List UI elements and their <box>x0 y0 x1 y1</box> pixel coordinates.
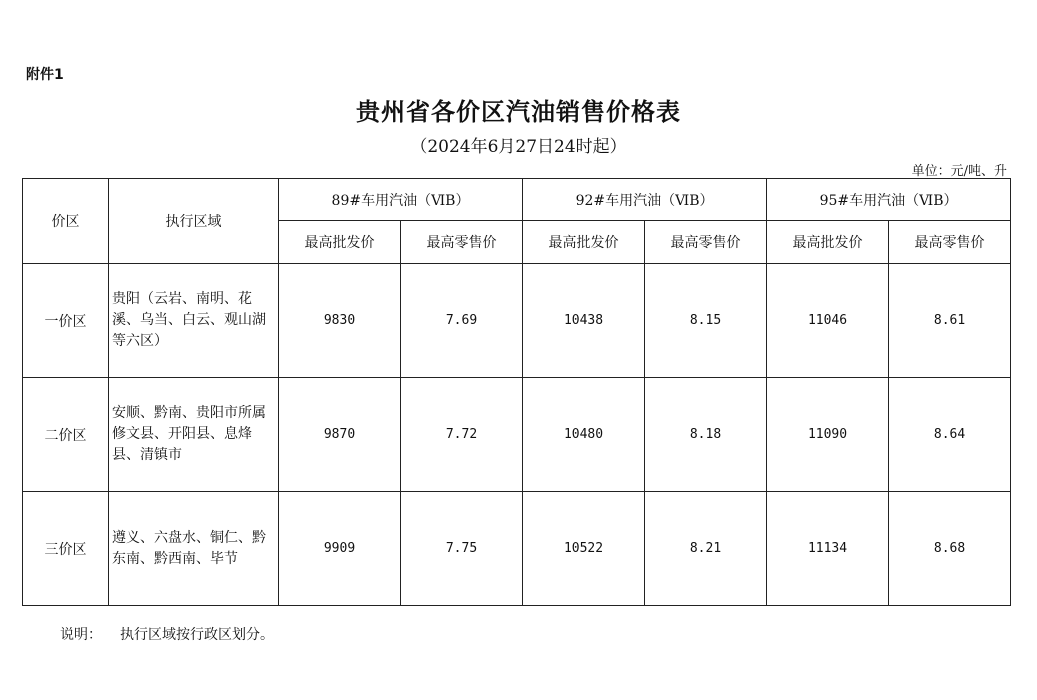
price-cell: 9830 <box>279 264 401 378</box>
price-cell: 10438 <box>523 264 645 378</box>
header-fuel-92: 92#车用汽油（ⅥB） <box>523 179 767 221</box>
price-cell: 10522 <box>523 492 645 606</box>
header-retail: 最高零售价 <box>889 221 1011 264</box>
table-row <box>23 264 1011 378</box>
price-cell: 8.68 <box>889 492 1011 606</box>
zone-cell: 一价区 <box>23 264 109 378</box>
attachment-label: 附件1 <box>26 67 64 83</box>
header-fuel-89: 89#车用汽油（ⅥB） <box>279 179 523 221</box>
price-cell: 8.15 <box>645 264 767 378</box>
price-table <box>22 178 1011 606</box>
zone-cell: 三价区 <box>23 492 109 606</box>
price-cell: 8.61 <box>889 264 1011 378</box>
region-cell: 贵阳（云岩、南明、花溪、乌当、白云、观山湖等六区） <box>109 264 279 378</box>
header-fuel-95: 95#车用汽油（ⅥB） <box>767 179 1011 221</box>
footnote-label: 说明： <box>60 627 102 643</box>
page-subtitle: （2024年6月27日24时起） <box>410 137 627 157</box>
price-cell: 7.69 <box>401 264 523 378</box>
zone-cell: 二价区 <box>23 378 109 492</box>
header-row-1 <box>23 179 1011 221</box>
price-cell: 9870 <box>279 378 401 492</box>
price-cell: 11090 <box>767 378 889 492</box>
header-zone: 价区 <box>23 179 109 264</box>
unit-label: 单位：元/吨、升 <box>911 164 1007 179</box>
price-cell: 8.64 <box>889 378 1011 492</box>
price-cell: 8.18 <box>645 378 767 492</box>
header-retail: 最高零售价 <box>645 221 767 264</box>
header-retail: 最高零售价 <box>401 221 523 264</box>
header-wholesale: 最高批发价 <box>279 221 401 264</box>
price-cell: 7.75 <box>401 492 523 606</box>
price-cell: 11046 <box>767 264 889 378</box>
header-region: 执行区域 <box>109 179 279 264</box>
footnote-text: 执行区域按行政区划分。 <box>120 627 274 643</box>
page-title: 贵州省各价区汽油销售价格表 <box>356 97 681 126</box>
footnote <box>60 624 292 644</box>
header-wholesale: 最高批发价 <box>767 221 889 264</box>
price-cell: 11134 <box>767 492 889 606</box>
table-row <box>23 378 1011 492</box>
price-cell: 9909 <box>279 492 401 606</box>
price-cell: 10480 <box>523 378 645 492</box>
header-wholesale: 最高批发价 <box>523 221 645 264</box>
region-cell: 安顺、黔南、贵阳市所属修文县、开阳县、息烽县、清镇市 <box>109 378 279 492</box>
price-cell: 8.21 <box>645 492 767 606</box>
table-row <box>23 492 1011 606</box>
price-cell: 7.72 <box>401 378 523 492</box>
region-cell: 遵义、六盘水、铜仁、黔东南、黔西南、毕节 <box>109 492 279 606</box>
